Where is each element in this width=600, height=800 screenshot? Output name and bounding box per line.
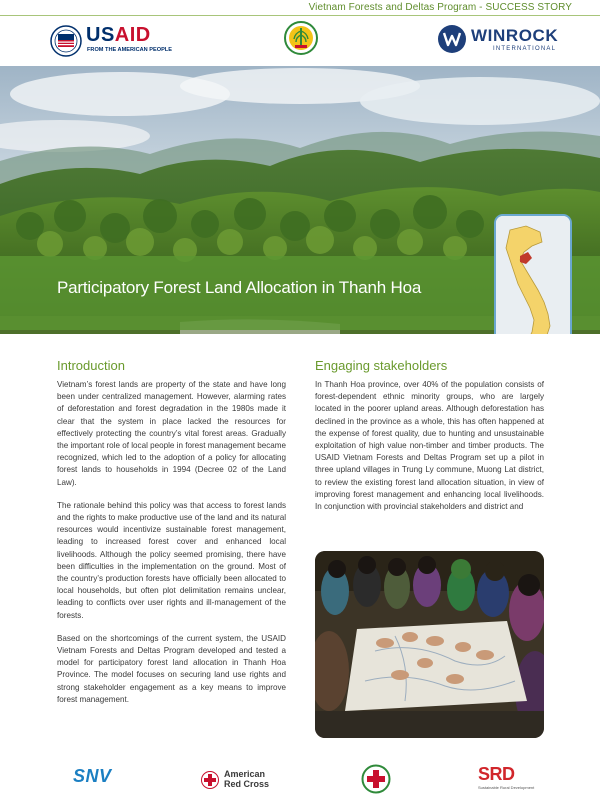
logo-header xyxy=(0,16,600,66)
engaging-stakeholders-heading: Engaging stakeholders xyxy=(315,358,448,373)
program-banner xyxy=(0,0,600,16)
winrock-wordmark: WINROCK xyxy=(471,26,559,45)
usaid-tagline: FROM THE AMERICAN PEOPLE xyxy=(87,47,172,53)
introduction-heading: Introduction xyxy=(57,358,125,373)
red-cross-icon xyxy=(201,771,219,789)
winrock-mark-icon xyxy=(437,24,467,54)
introduction-section xyxy=(57,358,286,706)
mard-emblem-icon xyxy=(283,20,319,56)
program-title: Vietnam Forests and Deltas Program - SUCCESS STORY xyxy=(308,2,572,13)
winrock-subtitle: INTERNATIONAL xyxy=(493,46,557,52)
page-title: Participatory Forest Land Allocation in Thanh Hoa xyxy=(57,278,422,297)
community-mapping-photo xyxy=(315,551,544,738)
engaging-stakeholders-section xyxy=(315,358,544,513)
red-cross-emblem-icon xyxy=(361,764,391,794)
american-red-cross-name: American Red Cross xyxy=(224,769,270,789)
winrock-logo xyxy=(437,23,559,59)
hero-banner xyxy=(0,66,600,334)
snv-logo: SNV xyxy=(73,766,112,786)
introduction-paragraph-1: Vietnam’s forest lands are property of the state and have long been under centralized management. However, alarming rates of deforestation and forest degradation in the 1980s made it clear that the system in place lacked the resources for effectively protecting the country’s vital forest areas. Gradually the important role of local people in forest management became recognized, which led to the adoption of a policy for allocating forest lands to households in 1994 (Decree 02 of the Land Law). xyxy=(57,380,287,487)
vietnam-map-icon xyxy=(496,216,570,334)
srd-wordmark: SRD xyxy=(478,764,515,784)
srd-subtitle: Sustainable Rural Development xyxy=(478,785,535,790)
location-map xyxy=(494,214,572,334)
usaid-seal-icon xyxy=(50,25,82,57)
mapping-session-image xyxy=(315,551,544,738)
srd-logo xyxy=(478,764,538,794)
introduction-paragraph-2: The rationale behind this policy was that access to forest lands and the rights to make productive use of the land and its natural resources would incentivize sustainable forest management, leading to increased forest cover and enhanced local livelihoods. Although the policy seemed promising, there have been difficulties in the implementation on the ground. Most of the country’s production forests have officially been allocated to local households, but often plot delimitation remains unclear, leading to conflicts over user rights and ill-management of the forests. xyxy=(57,500,286,620)
usaid-wordmark: USAID xyxy=(86,24,151,46)
american-red-cross-logo xyxy=(201,768,281,794)
engaging-stakeholders-paragraph: In Thanh Hoa province, over 40% of the population consists of forest-dependent ethnic minority groups, who are largely located in the poorer upland areas. Although deforestation has declined in the province as a whole, this has often happened at the expense of forest quality, due to hunting and unsustainable exploitation of high value non-timber and timber products. The USAID Vietnam Forests and Deltas Program set up a pilot in three upland villages in Trung Ly commune, Muong Lat district, to review the existing forest land allocation situation, in view of improving forest management and enhancing local livelihoods. In conjunction with provincial stakeholders and district and xyxy=(315,380,544,512)
usaid-logo xyxy=(50,23,170,59)
partner-logos xyxy=(0,762,600,800)
introduction-paragraph-3: Based on the shortcomings of the current system, the USAID Vietnam Forests and Deltas Program developed and tested a model for participatory forest land allocation in Thanh Hoa Province. The model focuses on securing land use rights and strong stakeholder engagement as a key means to improve forest management. xyxy=(57,633,286,704)
